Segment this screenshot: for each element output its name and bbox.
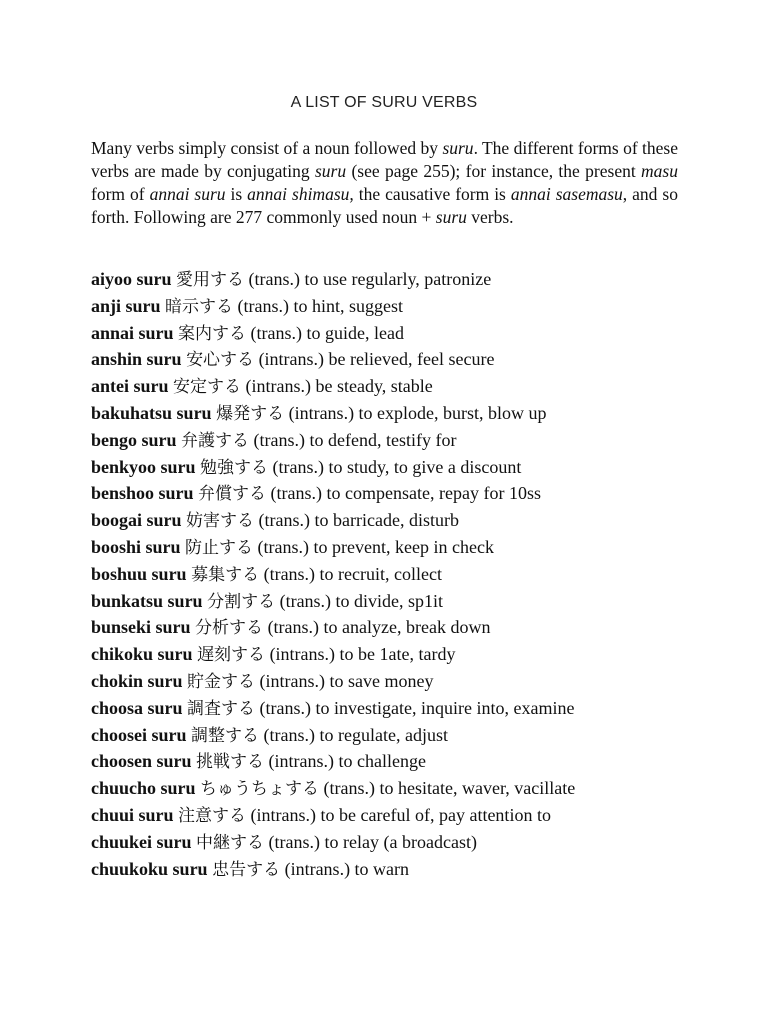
entry-definition: (intrans.) to challenge xyxy=(268,751,426,772)
entry-romaji: chuucho suru xyxy=(91,778,196,799)
entry-romaji: chokin suru xyxy=(91,670,183,691)
entry-kanji: 分割する xyxy=(207,591,276,612)
entry-romaji: chikoku suru xyxy=(91,644,193,665)
entry-romaji: bengo suru xyxy=(91,429,177,450)
verb-entry xyxy=(91,829,731,856)
entry-romaji: chuukoku suru xyxy=(91,858,208,879)
intro-italic: annai suru xyxy=(149,184,226,204)
verb-entry xyxy=(91,614,731,641)
verb-entry xyxy=(91,775,731,802)
entry-kanji: 勉強する xyxy=(200,457,269,478)
entry-definition: (trans.) to hint, suggest xyxy=(237,295,404,316)
entry-romaji: benshoo suru xyxy=(91,483,194,504)
verb-entry xyxy=(91,293,731,320)
entry-kanji: 弁償する xyxy=(198,484,267,505)
intro-text: Many verbs simply consist of a noun followed by xyxy=(91,138,443,158)
entry-romaji: boshuu suru xyxy=(91,563,187,584)
entry-kanji: 防止する xyxy=(185,537,254,558)
verb-list xyxy=(91,266,731,882)
entry-kanji: 安定する xyxy=(173,377,242,398)
verb-entry xyxy=(91,373,731,400)
entry-definition: (trans.) to hesitate, waver, vacillate xyxy=(323,778,576,799)
entry-kanji: ちゅうちょする xyxy=(200,779,320,800)
entry-kanji: 調査する xyxy=(187,698,256,719)
entry-definition: (trans.) to divide, sp1it xyxy=(279,590,444,611)
entry-romaji: chuui suru xyxy=(91,804,174,825)
entry-romaji: booshi suru xyxy=(91,536,181,557)
entry-kanji: 貯金する xyxy=(187,671,256,692)
entry-kanji: 愛用する xyxy=(176,270,245,290)
entry-kanji: 募集する xyxy=(191,564,260,585)
verb-entry xyxy=(91,427,731,454)
verb-entry xyxy=(91,561,731,588)
entry-definition: (intrans.) be relieved, feel secure xyxy=(258,349,495,370)
verb-entry xyxy=(91,695,731,722)
entry-kanji: 注意する xyxy=(178,805,247,826)
verb-entry xyxy=(91,641,731,668)
entry-definition: (trans.) to compensate, repay for 10ss xyxy=(270,483,541,504)
entry-romaji: bunkatsu suru xyxy=(91,590,203,611)
intro-italic: masu xyxy=(641,161,678,181)
entry-kanji: 遅刻する xyxy=(197,645,266,666)
entry-romaji: bunseki suru xyxy=(91,617,191,638)
entry-definition: (trans.) to investigate, inquire into, examine xyxy=(259,697,575,718)
entry-definition: (trans.) to regulate, adjust xyxy=(263,724,448,745)
entry-romaji: antei suru xyxy=(91,376,169,397)
entry-definition: (trans.) to analyze, break down xyxy=(267,617,491,638)
verb-entry xyxy=(91,346,731,373)
verb-entry xyxy=(91,722,731,749)
entry-definition: (trans.) to study, to give a discount xyxy=(272,456,522,477)
intro-italic: suru xyxy=(435,207,467,227)
intro-text: verbs. xyxy=(466,207,514,227)
verb-entry xyxy=(91,534,731,561)
intro-italic: suru xyxy=(442,138,474,158)
entry-romaji: boogai suru xyxy=(91,510,182,531)
intro-text: , and so forth. Following are 277 commonly used noun + xyxy=(91,184,678,227)
entry-romaji: choosa suru xyxy=(91,697,183,718)
verb-entry xyxy=(91,588,731,615)
verb-entry xyxy=(91,320,731,347)
entry-kanji: 分析する xyxy=(195,618,264,639)
entry-kanji: 妨害する xyxy=(186,511,255,532)
verb-entry xyxy=(91,480,731,507)
entry-kanji: 忠告する xyxy=(212,859,281,880)
entry-definition: (trans.) to recruit, collect xyxy=(263,563,442,584)
entry-definition: (trans.) to defend, testify for xyxy=(253,429,457,450)
verb-entry xyxy=(91,856,731,883)
entry-kanji: 暗示する xyxy=(165,296,234,317)
entry-romaji: annai suru xyxy=(91,322,174,343)
intro-text: is xyxy=(225,184,248,204)
entry-definition: (intrans.) be steady, stable xyxy=(245,376,433,397)
intro-text: form of xyxy=(91,184,150,204)
entry-definition: (intrans.) to explode, burst, blow up xyxy=(288,402,547,423)
verb-entry xyxy=(91,400,731,427)
entry-definition: (intrans.) to save money xyxy=(259,670,434,691)
page-title: A LIST OF SURU VERBS xyxy=(290,94,478,111)
entry-kanji: 弁護する xyxy=(181,430,250,451)
entry-kanji: 安心する xyxy=(186,350,255,371)
verb-entry xyxy=(91,507,731,534)
entry-kanji: 案内する xyxy=(178,323,247,344)
entry-definition: (trans.) to prevent, keep in check xyxy=(257,536,494,557)
entry-kanji: 爆発する xyxy=(216,403,285,424)
verb-entry xyxy=(91,668,731,695)
entry-romaji: chuukei suru xyxy=(91,831,192,852)
entry-definition: (trans.) to use regularly, patronize xyxy=(248,269,492,289)
entry-romaji: bakuhatsu suru xyxy=(91,402,212,423)
intro-paragraph xyxy=(91,137,678,229)
entry-definition: (intrans.) to warn xyxy=(284,858,410,879)
intro-italic: annai shimasu, xyxy=(247,184,354,204)
entry-kanji: 中継する xyxy=(196,832,265,853)
entry-definition: (trans.) to guide, lead xyxy=(250,322,404,343)
intro-text: (see page 255); for instance, the present xyxy=(346,161,642,181)
verb-entry xyxy=(91,748,731,775)
verb-entry xyxy=(91,802,731,829)
verb-entry xyxy=(91,454,731,481)
entry-definition: (intrans.) to be careful of, pay attention to xyxy=(250,804,551,825)
entry-romaji: anji suru xyxy=(91,295,161,316)
verb-entry xyxy=(91,266,731,293)
entry-romaji: aiyoo suru xyxy=(91,269,172,289)
intro-text: . The different forms of these verbs are made by conjugating xyxy=(91,138,678,181)
entry-romaji: choosen suru xyxy=(91,751,192,772)
entry-definition: (trans.) to relay (a broadcast) xyxy=(268,831,477,852)
entry-romaji: choosei suru xyxy=(91,724,187,745)
entry-kanji: 調整する xyxy=(191,725,260,746)
intro-text: the causative form is xyxy=(353,184,511,204)
entry-definition: (trans.) to barricade, disturb xyxy=(258,510,459,531)
entry-romaji: anshin suru xyxy=(91,349,182,370)
intro-italic: annai sasemasu xyxy=(510,184,623,204)
entry-romaji: benkyoo suru xyxy=(91,456,196,477)
entry-kanji: 挑戦する xyxy=(196,752,265,773)
entry-definition: (intrans.) to be 1ate, tardy xyxy=(269,644,456,665)
intro-italic: suru xyxy=(315,161,347,181)
